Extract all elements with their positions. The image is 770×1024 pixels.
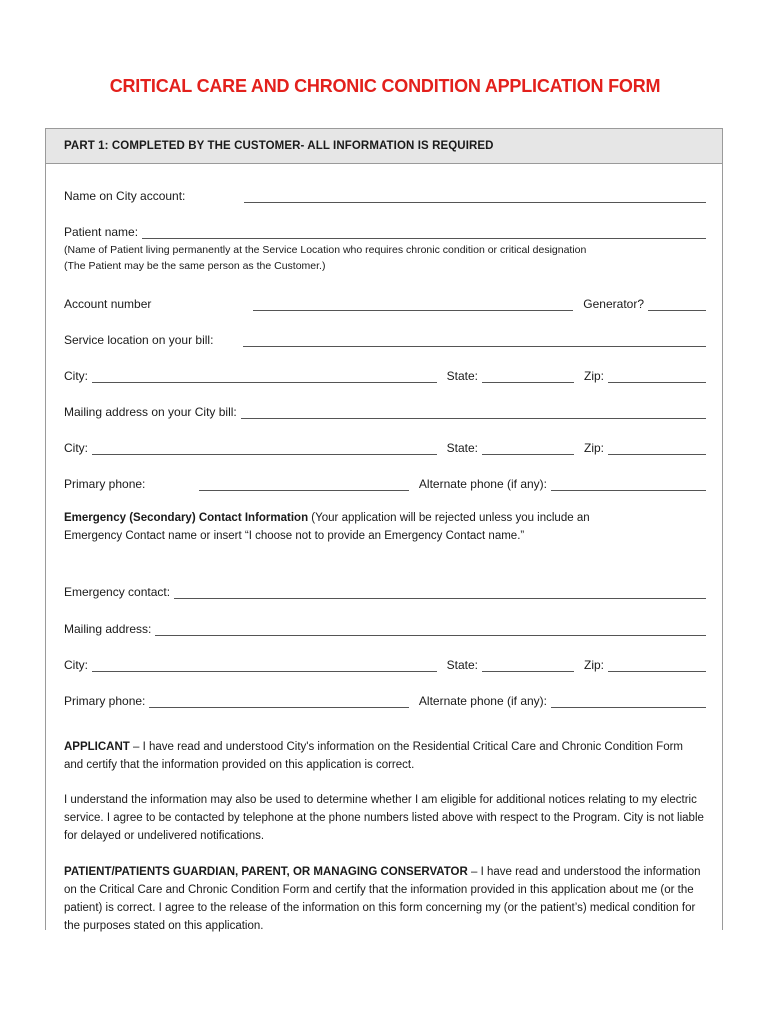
emergency-contact-label: Emergency contact: [64, 585, 171, 599]
emergency-state-field[interactable] [482, 660, 574, 672]
emergency-heading [64, 509, 704, 545]
mailing-address-field[interactable] [241, 407, 706, 419]
emergency-heading-bold: Emergency (Secondary) Contact Information [64, 512, 309, 524]
mailing-state-field[interactable] [482, 443, 574, 455]
guardian-text: – I have read and understood the information on the Critical Care and Chronic Condition Form and certify that the information provided in this application about me (or the patient) is correct. I agree to the release of the information on this form concerning my (or the patient’s) medical condition for the purposes stated on this application. [64, 866, 701, 932]
form-part-1 [45, 128, 723, 930]
name-on-account-field[interactable] [244, 191, 706, 203]
service-city-label: City: [64, 369, 88, 383]
mailing-state-label: State: [446, 441, 478, 455]
service-location-label: Service location on your bill: [64, 333, 214, 347]
form-title: CRITICAL CARE AND CHRONIC CONDITION APPLICATION FORM [109, 76, 661, 96]
emergency-alternate-phone-field[interactable] [551, 696, 706, 708]
emergency-primary-phone-field[interactable] [149, 696, 409, 708]
account-number-label: Account number [64, 297, 152, 311]
patient-name-row [64, 223, 706, 239]
patient-note-1: (Name of Patient living permanently at the Service Location who requires chronic condition or critical designation [64, 244, 587, 256]
mailing-address-row [64, 403, 706, 419]
service-state-label: State: [446, 369, 478, 383]
primary-phone-field[interactable] [199, 479, 409, 491]
mailing-zip-label: Zip: [583, 441, 604, 455]
applicant-text: – I have read and understood City's information on the Residential Critical Care and Chronic Condition Form and certify that the information provided on this application is correct. [64, 741, 684, 771]
emergency-contact-field[interactable] [174, 587, 706, 599]
generator-field[interactable] [648, 299, 706, 311]
name-on-account-label: Name on City account: [64, 189, 186, 203]
applicant-statement [64, 738, 704, 774]
emergency-primary-phone-label: Primary phone: [64, 694, 146, 708]
account-number-row [64, 295, 706, 311]
service-city-field[interactable] [92, 371, 437, 383]
service-zip-label: Zip: [583, 369, 604, 383]
mailing-zip-field[interactable] [608, 443, 706, 455]
generator-label: Generator? [583, 297, 644, 311]
emergency-city-row [64, 656, 706, 672]
patient-note-2: (The Patient may be the same person as the Customer.) [64, 260, 326, 272]
service-city-row [64, 367, 706, 383]
alternate-phone-field[interactable] [551, 479, 706, 491]
emergency-mailing-row [64, 620, 706, 636]
mailing-address-label: Mailing address on your City bill: [64, 405, 237, 419]
account-number-field[interactable] [253, 299, 573, 311]
emergency-city-field[interactable] [92, 660, 437, 672]
emergency-state-label: State: [446, 658, 478, 672]
emergency-zip-field[interactable] [608, 660, 706, 672]
mailing-city-field[interactable] [92, 443, 437, 455]
emergency-phone-row [64, 692, 706, 708]
understand-statement: I understand the information may also be used to determine whether I am eligible for additional notices relating to my electric service. I agree to be contacted by telephone at the phone numbers listed above with respect to the Program. City is not liable for delayed or undelivered notifications. [64, 794, 704, 842]
service-location-row [64, 331, 706, 347]
emergency-heading-rest: (Your application will be rejected unless you include an [308, 512, 590, 524]
service-state-field[interactable] [482, 371, 574, 383]
mailing-city-row [64, 439, 706, 455]
emergency-heading-line2: Emergency Contact name or insert “I choose not to provide an Emergency Contact name.” [64, 530, 525, 542]
emergency-zip-label: Zip: [583, 658, 604, 672]
guardian-bold: PATIENT/PATIENTS GUARDIAN, PARENT, OR MANAGING CONSERVATOR [64, 866, 468, 878]
name-on-account-row [64, 187, 706, 203]
part-1-header: PART 1: COMPLETED BY THE CUSTOMER- ALL INFORMATION IS REQUIRED [46, 129, 722, 164]
primary-phone-label: Primary phone: [64, 477, 146, 491]
emergency-city-label: City: [64, 658, 88, 672]
service-location-field[interactable] [243, 335, 706, 347]
emergency-mailing-label: Mailing address: [64, 622, 152, 636]
service-zip-field[interactable] [608, 371, 706, 383]
emergency-mailing-field[interactable] [155, 624, 706, 636]
patient-name-label: Patient name: [64, 225, 139, 239]
guardian-statement [64, 863, 704, 935]
patient-name-field[interactable] [142, 227, 706, 239]
alternate-phone-label: Alternate phone (if any): [418, 477, 547, 491]
mailing-city-label: City: [64, 441, 88, 455]
applicant-bold: APPLICANT [64, 741, 130, 753]
emergency-alternate-phone-label: Alternate phone (if any): [418, 694, 547, 708]
phone-row [64, 475, 706, 491]
emergency-contact-row [64, 583, 706, 599]
